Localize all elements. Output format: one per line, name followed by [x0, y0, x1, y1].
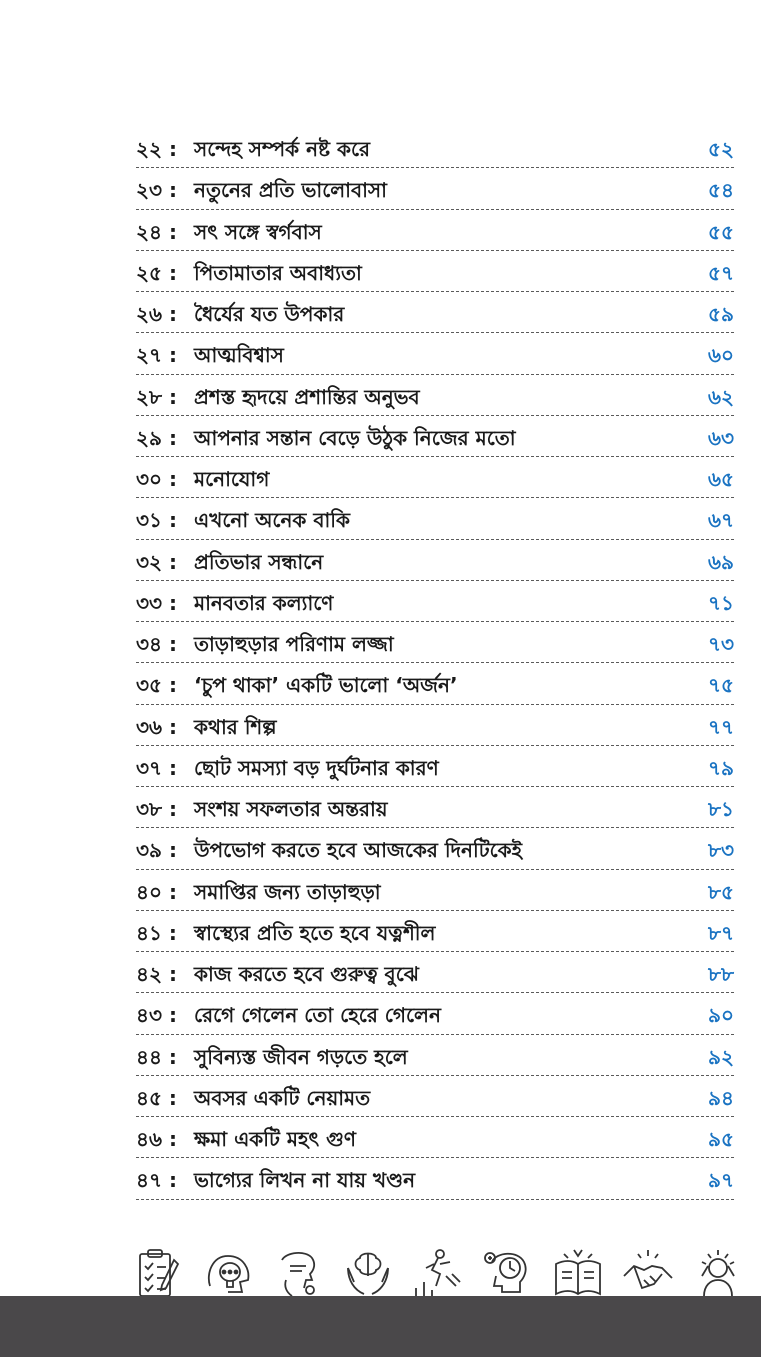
toc-page-number: ৯৪: [708, 1085, 734, 1110]
toc-title: মনোযোগ: [194, 467, 270, 491]
toc-number: ২২ :: [136, 137, 177, 161]
toc-number: ৪৭ :: [136, 1168, 177, 1193]
toc-title: সৎ সঙ্গে স্বর্গবাস: [194, 219, 322, 244]
toc-title: রেগে গেলেন তো হেরে গেলেন: [194, 1003, 441, 1028]
toc-entry: [136, 498, 734, 539]
toc-entry: [136, 375, 734, 416]
toc-page-number: ৮১: [708, 797, 734, 821]
footer-icon-strip: [130, 1246, 750, 1302]
toc-title: তাড়াহুড়ার পরিণাম লজ্জা: [194, 632, 394, 656]
toc-number: ৪৬ :: [136, 1127, 177, 1151]
toc-number: ৪১ :: [136, 920, 177, 945]
toc-entry: [136, 952, 734, 993]
toc-title: ছোট সমস্যা বড় দুর্ঘটনার কারণ: [194, 755, 439, 780]
toc-entry: [136, 581, 734, 622]
toc-entry: [136, 1117, 734, 1158]
toc-title: কাজ করতে হবে গুরুত্ব বুঝে: [194, 962, 419, 986]
toc-entry: [136, 210, 734, 251]
toc-entry: [136, 292, 734, 333]
toc-title: ভাগ্যের লিখন না যায় খণ্ডন: [194, 1168, 416, 1193]
toc-title: ‘চুপ থাকা’ একটি ভালো ‘অর্জন’: [194, 673, 458, 698]
toc-page-number: ৭৯: [708, 755, 734, 780]
toc-page-number: ৬৩: [707, 425, 734, 450]
toc-page-number: ৭৭: [707, 714, 734, 739]
toc-number: ৪০ :: [136, 879, 177, 904]
toc-entry: [136, 1076, 734, 1117]
toc-page-number: ৫৯: [708, 302, 734, 326]
toc-page-number: ৮৫: [708, 879, 734, 904]
toc-title: সমাপ্তির জন্য তাড়াহুড়া: [194, 879, 381, 904]
toc-entry: [136, 746, 734, 787]
toc-title: মানবতার কল্যাণে: [194, 590, 334, 615]
toc-page-number: ৫৪: [708, 178, 734, 203]
toc-page-number: ৮৮: [708, 962, 734, 986]
toc-page-number: ৯০: [708, 1003, 734, 1028]
toc-page-number: ৮৭: [708, 920, 734, 945]
toc-entry: [136, 870, 734, 911]
open-book-icon: [550, 1246, 606, 1300]
hands-brain-icon: [340, 1246, 396, 1300]
toc-title: এখনো অনেক বাকি: [194, 508, 350, 533]
handshake-icon: [620, 1246, 676, 1300]
toc-entry: [136, 1158, 734, 1199]
toc-entry: [136, 663, 734, 704]
toc-entry: [136, 1035, 734, 1076]
toc-entry: [136, 457, 734, 498]
toc-number: ৩৫ :: [136, 673, 177, 698]
toc-page-number: ৭৩: [707, 632, 734, 656]
toc-number: ৩৬ :: [136, 714, 177, 739]
toc-title: কথার শিল্প: [194, 714, 277, 739]
toc-title: ক্ষমা একটি মহৎ গুণ: [194, 1127, 356, 1151]
toc-page-number: ৭৫: [708, 673, 734, 698]
toc-title: সন্দেহ সম্পর্ক নষ্ট করে: [194, 137, 371, 161]
toc-number: ৩২ :: [136, 549, 177, 574]
toc-title: আপনার সন্তান বেড়ে উঠুক নিজের মতো: [194, 425, 516, 450]
head-clock-icon: [480, 1246, 536, 1300]
toc-entry: [136, 828, 734, 869]
toc-page-number: ৫২: [708, 137, 734, 161]
toc-title: ধৈর্যের যত উপকার: [194, 302, 345, 326]
toc-page-number: ৭১: [708, 590, 734, 615]
thinking-head-icon: [270, 1246, 326, 1300]
toc-number: ৩৭ :: [136, 755, 177, 780]
toc-title: সুবিন্যস্ত জীবন গড়তে হলে: [194, 1044, 408, 1069]
toc-page-number: ৬৫: [708, 467, 734, 491]
toc-title: অবসর একটি নেয়ামত: [194, 1085, 371, 1110]
toc-title: প্রতিভার সন্ধানে: [194, 549, 324, 574]
toc-entry: [136, 622, 734, 663]
table-of-contents: [136, 127, 734, 1200]
toc-entry: [136, 333, 734, 374]
toc-page-number: ৮৩: [708, 838, 734, 863]
toc-number: ২৪ :: [136, 219, 177, 244]
toc-entry: [136, 911, 734, 952]
toc-entry: [136, 787, 734, 828]
footer-decoration: [0, 1240, 761, 1357]
toc-page-number: ৬২: [707, 384, 734, 409]
toc-title: সংশয় সফলতার অন্তরায়: [194, 797, 388, 821]
toc-number: ৩০ :: [136, 467, 177, 491]
toc-entry: [136, 127, 734, 168]
toc-title: পিতামাতার অবাধ্যতা: [194, 260, 362, 285]
footer-band: [0, 1296, 761, 1357]
toc-number: ৩৮ :: [136, 797, 177, 821]
toc-number: ৪৩ :: [136, 1003, 177, 1028]
toc-number: ৩৪ :: [136, 632, 177, 656]
toc-number: ৪২ :: [136, 962, 177, 986]
toc-page-number: ৫৫: [708, 219, 734, 244]
toc-number: ৪৫ :: [136, 1085, 177, 1110]
toc-number: ৩৯ :: [136, 838, 177, 863]
toc-number: ৩১ :: [136, 508, 177, 533]
toc-title: উপভোগ করতে হবে আজকের দিনটিকেই: [194, 838, 523, 863]
clipboard-checklist-icon: [130, 1246, 186, 1300]
toc-number: ২৯ :: [136, 425, 177, 450]
toc-page-number: ৯৫: [708, 1127, 734, 1151]
toc-page-number: ৬৭: [707, 508, 734, 533]
toc-entry: [136, 705, 734, 746]
toc-page-number: ৬০: [707, 343, 734, 368]
stressed-person-icon: [690, 1246, 746, 1300]
lightbulb-head-icon: [200, 1246, 256, 1300]
toc-page-number: ৯২: [708, 1044, 734, 1069]
toc-number: ২৩ :: [136, 178, 177, 203]
toc-title: স্বাস্থ্যের প্রতি হতে হবে যত্নশীল: [194, 920, 436, 945]
toc-entry: [136, 540, 734, 581]
toc-title: নতুনের প্রতি ভালোবাসা: [194, 178, 387, 203]
toc-page-number: ৬৯: [708, 549, 734, 574]
climbing-growth-icon: [410, 1246, 466, 1300]
toc-title: আত্মবিশ্বাস: [194, 343, 284, 368]
toc-entry: [136, 251, 734, 292]
toc-number: ২৫ :: [136, 260, 177, 285]
toc-number: ৪৪ :: [136, 1044, 177, 1069]
toc-number: ২৮ :: [136, 384, 177, 409]
toc-page-number: ৫৭: [708, 260, 734, 285]
toc-page-number: ৯৭: [708, 1168, 734, 1193]
toc-number: ৩৩ :: [136, 590, 177, 615]
toc-number: ২৬ :: [136, 302, 177, 326]
toc-entry: [136, 168, 734, 209]
toc-number: ২৭ :: [136, 343, 177, 368]
toc-entry: [136, 993, 734, 1034]
toc-title: প্রশস্ত হৃদয়ে প্রশান্তির অনুভব: [194, 384, 420, 409]
toc-entry: [136, 416, 734, 457]
